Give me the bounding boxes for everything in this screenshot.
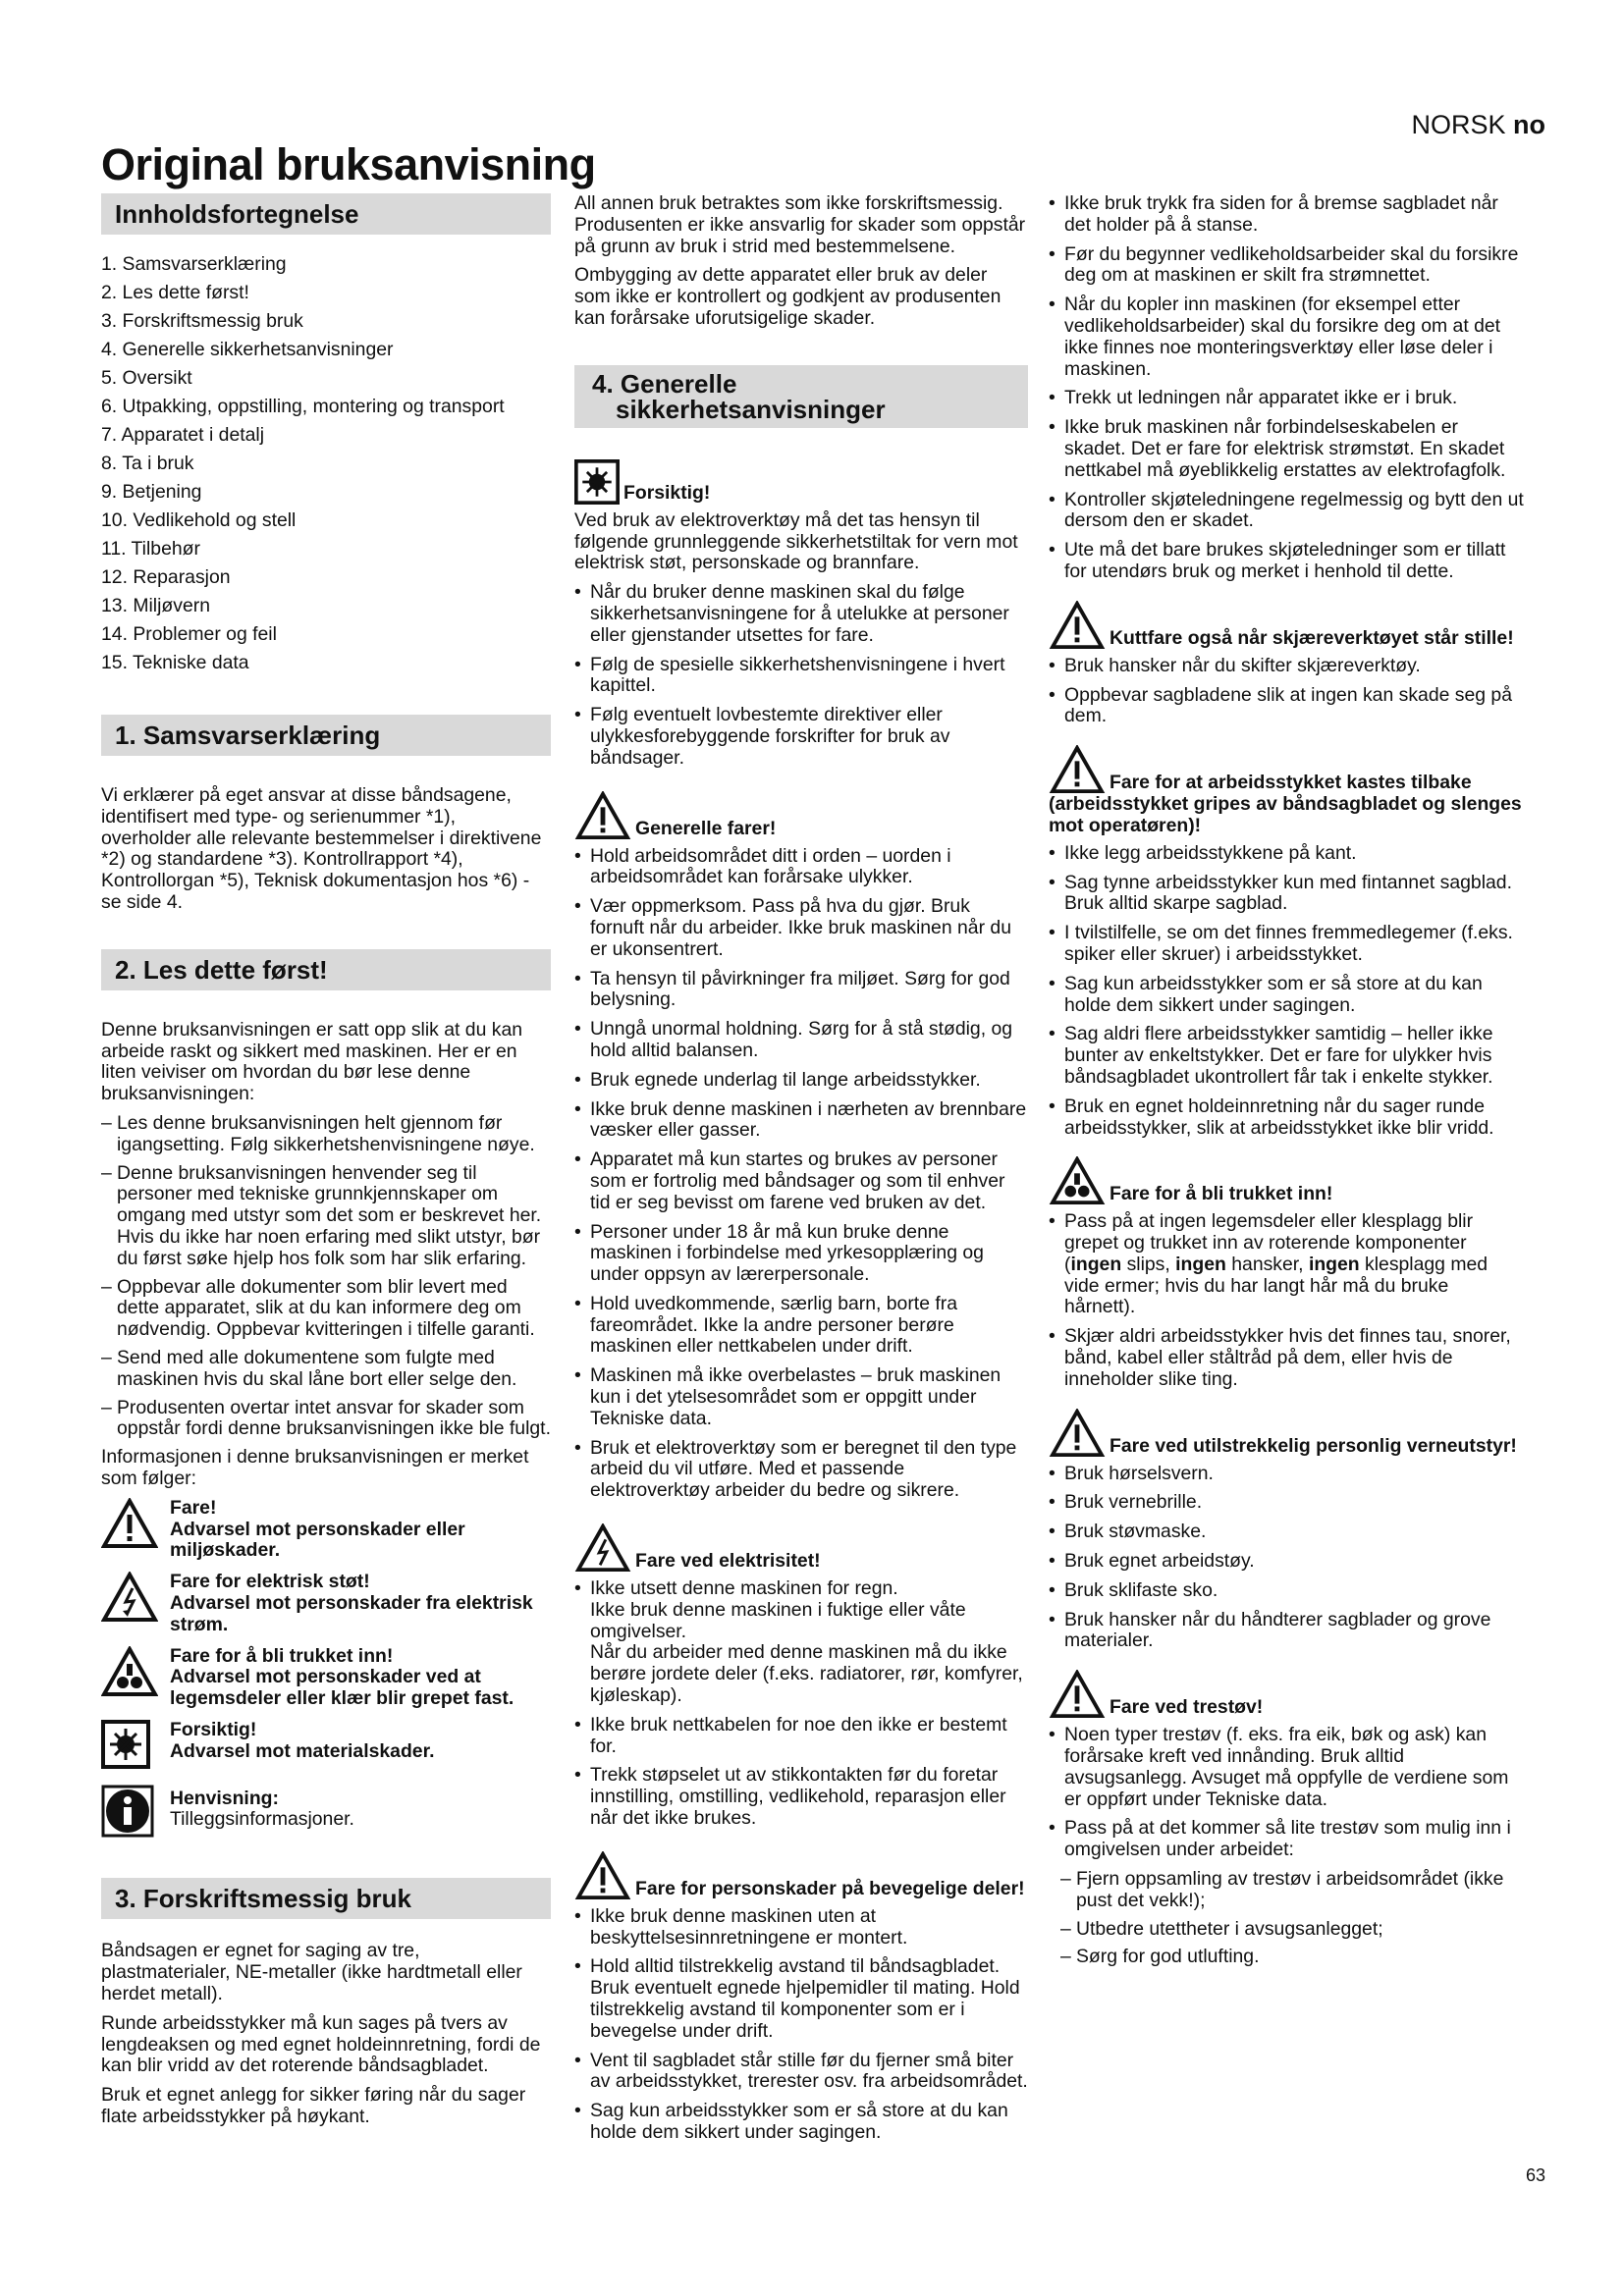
page-number: 63 — [1525, 2165, 1545, 2185]
list-item: • Når du bruker denne maskinen skal du følge sikkerhetsanvisningene for å utelukke at personer eller gjenstander utsettes for fare. — [574, 582, 1028, 646]
warning-icon — [574, 791, 631, 840]
caution-list — [574, 582, 1028, 769]
list-item: • Vent til sagbladet står stille før du fjerner små biter av arbeidsstykket, trerester osv. fra arbeidsområdet. — [574, 2051, 1028, 2094]
general-danger-heading: Generelle farer! — [574, 791, 1028, 840]
toc-item: 8. Ta i bruk — [101, 453, 194, 474]
list-item: • Bruk et elektroverktøy som er beregnet til den type arbeid du vil utføre. Med et passende elektroverktøy arbeider du bedre og sikrere. — [574, 1438, 1028, 1502]
list-item: • Bruk egnet arbeidstøy. — [1049, 1551, 1524, 1573]
list-item: • Hold alltid tilstrekkelig avstand til båndsagbladet. Bruk eventuelt egnede hjelpemidler til mating. Hold tilstrekkelig avstand til komponenter som er i bevegelse under drift. — [574, 1956, 1028, 2042]
warning-icon — [574, 1851, 631, 1900]
ppe-list — [1049, 1464, 1524, 1653]
list-item: • I tvilstilfelle, se om det finnes fremmedlegemer (f.eks. spiker eller skruer) i arbeidsstykket. — [1049, 923, 1524, 966]
legend-row: Fare for elektrisk støt! Advarsel mot personskader fra elektrisk strøm. — [101, 1572, 551, 1635]
toc-list — [101, 250, 551, 677]
legend-intro: Informasjonen i denne bruksanvisningen er merket som følger: — [101, 1446, 529, 1489]
toc-item: 9. Betjening — [101, 481, 202, 503]
list-item: • Maskinen må ikke overbelastes – bruk maskinen kun i det ytelsesområdet som er oppgitt under Tekniske data. — [574, 1365, 1028, 1429]
list-item: • Bruk vernebrille. — [1049, 1492, 1524, 1514]
s3-p2: Runde arbeidsstykker må kun sages på tvers av lengdeaksen og med egnet holdeinnretning, fordi de kan blir vridd av det roterende båndsagbladet. — [101, 2011, 541, 2077]
info-icon — [101, 1785, 170, 1843]
language-label: NORSK no — [1411, 110, 1545, 139]
list-item: • Oppbevar sagbladene slik at ingen kan skade seg på dem. — [1049, 685, 1524, 728]
list-item: • Apparatet må kun startes og brukes av personer som er fortrolig med båndsager og som til enhver tid er seg bevisst om farene ved bruken av det. — [574, 1149, 1028, 1213]
s1-text: Vi erklærer på eget ansvar at disse båndsagene, identifisert med type- og serienummer *1), overholder alle relevante bestemmelser i direktivene *2) og standardene *3). Kontrollrapport *4), Kontrollorgan *5), Teknisk dokumentasjon hos *6) - se side 4. — [101, 784, 542, 913]
list-item: • Noen typer trestøv (f. eks. fra eik, bøk og ask) kan forårsake kreft ved innånding. Bruk alltid avsugsanlegg. Avsuget må oppfylle de verdiene som er oppført under Tekniske data. — [1049, 1725, 1524, 1810]
toc-item: 3. Forskriftsmessig bruk — [101, 310, 303, 332]
kickback-heading: Fare for at arbeidsstykket kastes tilbake (arbeidsstykket gripes av båndsagbladet og slenges mot operatøren)! — [1049, 745, 1524, 837]
electric-list — [574, 1578, 1028, 1830]
list-item: • Sag kun arbeidsstykker som er så store at du kan holde dem sikkert under sagingen. — [1049, 974, 1524, 1017]
list-item: • Før du begynner vedlikeholdsarbeider skal du forsikre deg om at maskinen er skilt fra strømnettet. — [1049, 244, 1524, 288]
toc-item: 10. Vedlikehold og stell — [101, 509, 297, 531]
list-item: – Send med alle dokumentene som fulgte med maskinen hvis du skal låne bort eller selge den. — [101, 1348, 551, 1391]
list-item: – Produsenten overtar intet ansvar for skader som oppstår fordi denne bruksanvisningen ikke ble fulgt. — [101, 1398, 551, 1441]
list-item: • Skjær aldri arbeidsstykker hvis det finnes tau, snorer, bånd, kabel eller ståltråd på dem, eller hvis de inneholder slike ting. — [1049, 1326, 1524, 1390]
toc-item: 13. Miljøvern — [101, 595, 210, 616]
list-item: • Sag kun arbeidsstykker som er så store at du kan holde dem sikkert under sagingen. — [574, 2101, 1028, 2144]
warning-icon — [101, 1498, 170, 1555]
electric-icon — [574, 1523, 631, 1573]
list-item: • Sag aldri flere arbeidsstykker samtidig – heller ikke bunter av enkeltstykker. Det er fare for ulykker hvis båndsagbladet ukontrollert får tak i enkelte stykker. — [1049, 1024, 1524, 1088]
pull-in-list — [1049, 1211, 1524, 1390]
cut-list — [1049, 656, 1524, 727]
s2-intro: Denne bruksanvisningen er satt opp slik at du kan arbeide raskt og sikkert med maskinen. Her er en liten veiviser om hvordan du bør lese denne bruksanvisningen: — [101, 1018, 523, 1105]
dust-dash-list — [1049, 1869, 1524, 1968]
list-item: – Les denne bruksanvisningen helt gjennom før igangsetting. Følg sikkerhetshenvisningene nøye. — [101, 1113, 551, 1156]
toc-item: 2. Les dette først! — [101, 282, 249, 303]
list-item: • Pass på at ingen legemsdeler eller klesplagg blir grepet og trukket inn av roterende komponenter (ingen slips, ingen hansker, ingen klesplagg med vide ermer; hvis du har langt hår må du bruke hårnett). — [1049, 1211, 1524, 1318]
list-item: • Ikke bruk maskinen når forbindelseskabelen er skadet. Det er fare for elektrisk strømstøt. En skadet nettkabel må øyeblikkelig erstattes av elektrofagfolk. — [1049, 417, 1524, 481]
list-item: • Personer under 18 år må kun bruke denne maskinen i forbindelse med yrkesopplæring og under oppsyn av lærerpersonale. — [574, 1222, 1028, 1286]
caution-icon — [574, 459, 620, 505]
list-item: • Ikke bruk denne maskinen uten at beskyttelsesinnretningene er montert. — [574, 1906, 1028, 1949]
list-item: • Følg eventuelt lovbestemte direktiver eller ulykkesforebyggende forskrifter for bruk av båndsager. — [574, 705, 1028, 769]
list-item: • Trekk ut ledningen når apparatet ikke er i bruk. — [1049, 388, 1524, 409]
list-item: • Ikke bruk denne maskinen i nærheten av brennbare væsker eller gasser. — [574, 1099, 1028, 1143]
legend-row: Fare! Advarsel mot personskader eller miljøskader. — [101, 1498, 551, 1562]
list-item: • Ikke bruk nettkabelen for noe den ikke er bestemt for. — [574, 1715, 1028, 1758]
list-item: • Bruk en egnet holdeinnretning når du sager runde arbeidsstykker, slik at arbeidsstykket ikke blir vridd. — [1049, 1096, 1524, 1140]
section-1-heading: 1. Samsvarserklæring — [101, 715, 551, 756]
list-item: • Trekk støpselet ut av stikkontakten før du foretar innstilling, omstilling, vedlikehold, reparasjon eller når det ikke brukes. — [574, 1765, 1028, 1829]
caution-heading: Forsiktig! — [574, 459, 1028, 505]
list-item: – Fjern oppsamling av trestøv i arbeidsområdet (ikke pust det vekk!); — [1060, 1869, 1524, 1912]
warning-icon — [1049, 745, 1106, 794]
toc-item: 12. Reparasjon — [101, 566, 231, 588]
electric-danger-heading: Fare ved elektrisitet! — [574, 1523, 1028, 1573]
toc-item: 7. Apparatet i detalj — [101, 424, 265, 446]
section-2-heading: 2. Les dette først! — [101, 949, 551, 990]
warning-icon — [1049, 1409, 1106, 1458]
column-1 — [101, 193, 551, 2136]
toc-item: 1. Samsvarserklæring — [101, 253, 287, 275]
toc-item: 11. Tilbehør — [101, 538, 200, 560]
dust-list — [1049, 1725, 1524, 1861]
general-list — [574, 846, 1028, 1503]
toc-item: 4. Generelle sikkerhetsanvisninger — [101, 339, 394, 360]
list-item: • Bruk hansker når du skifter skjæreverktøy. — [1049, 656, 1524, 677]
list-item: • Ta hensyn til påvirkninger fra miljøet. Sørg for god belysning. — [574, 969, 1028, 1012]
s3-p1: Båndsagen er egnet for saging av tre, plastmaterialer, NE-metaller (ikke hardtmetall eller herdet metall). — [101, 1940, 522, 2005]
electric-icon — [101, 1572, 170, 1629]
toc-item: 6. Utpakking, oppstilling, montering og transport — [101, 396, 505, 417]
list-item: • Sag tynne arbeidsstykker kun med fintannet sagblad. Bruk alltid skarpe sagblad. — [1049, 873, 1524, 916]
legend-row: Henvisning: Tilleggsinformasjoner. — [101, 1785, 551, 1843]
page-title: Original bruksanvisning — [101, 139, 596, 189]
moving-parts-heading: Fare for personskader på bevegelige deler! — [574, 1851, 1028, 1900]
list-item: • Bruk hørselsvern. — [1049, 1464, 1524, 1485]
list-item: • Ikke bruk trykk fra siden for å bremse sagbladet når det holder på å stanse. — [1049, 193, 1524, 237]
list-item: • Hold arbeidsområdet ditt i orden – uorden i arbeidsområdet kan forårsake ulykker. — [574, 846, 1028, 889]
list-item: • Bruk egnede underlag til lange arbeidsstykker. — [574, 1070, 1028, 1092]
moving-list — [574, 1906, 1028, 2144]
list-item: • Ikke legg arbeidsstykkene på kant. — [1049, 843, 1524, 865]
legend-row: Forsiktig! Advarsel mot materialskader. — [101, 1720, 551, 1775]
list-item: • Kontroller skjøteledningene regelmessig og bytt den ut dersom den er skadet. — [1049, 490, 1524, 533]
cut-danger-heading: Kuttfare også når skjæreverktøyet står stille! — [1049, 601, 1524, 650]
entanglement-icon — [1049, 1156, 1106, 1205]
toc-item: 5. Oversikt — [101, 367, 192, 389]
list-item: • Bruk sklifaste sko. — [1049, 1580, 1524, 1602]
wood-dust-heading: Fare ved trestøv! — [1049, 1670, 1524, 1719]
s3-p3: Bruk et egnet anlegg for sikker føring når du sager flate arbeidsstykker på høykant. — [101, 2084, 526, 2128]
warning-icon — [1049, 1670, 1106, 1719]
list-item: • Unngå unormal holdning. Sørg for å stå stødig, og hold alltid balansen. — [574, 1019, 1028, 1062]
pull-in-heading: Fare for å bli trukket inn! — [1049, 1156, 1524, 1205]
kickback-list — [1049, 843, 1524, 1140]
list-item: – Utbedre utettheter i avsugsanlegget; — [1060, 1919, 1524, 1941]
caution-icon — [101, 1720, 170, 1775]
column-3 — [1049, 193, 1524, 1975]
caution-text: Ved bruk av elektroverktøy må det tas hensyn til følgende grunnleggende sikkerhetstiltak for vern mot elektrisk støt, personskade og brannfare. — [574, 508, 1018, 574]
toc-item: 15. Tekniske data — [101, 652, 249, 673]
warning-icon — [1049, 601, 1106, 650]
ppe-heading: Fare ved utilstrekkelig personlig verneutstyr! — [1049, 1409, 1524, 1458]
list-item: • Vær oppmerksom. Pass på hva du gjør. Bruk fornuft når du arbeider. Ikke bruk maskinen når du er ukonsentrert. — [574, 896, 1028, 960]
section-3-heading: 3. Forskriftsmessig bruk — [101, 1878, 551, 1919]
s2-dash-list — [101, 1113, 551, 1440]
s3-p5: Ombygging av dette apparatet eller bruk av deler som ikke er kontrollert og godkjent av produsenten kan forårsake uforutsigelige skader. — [574, 264, 1001, 329]
list-item: • Pass på at det kommer så lite trestøv som mulig inn i omgivelsen under arbeidet: — [1049, 1818, 1524, 1861]
column-2 — [574, 193, 1028, 2152]
list-item: – Sørg for god utlufting. — [1060, 1947, 1524, 1968]
list-item: – Oppbevar alle dokumenter som blir levert med dette apparatet, slik at du kan informere deg om nødvendig. Oppbevar kvitteringen i tilfelle garanti. — [101, 1277, 551, 1341]
list-item: • Bruk hansker når du håndterer sagblader og grove materialer. — [1049, 1610, 1524, 1653]
continued-list — [1049, 193, 1524, 583]
s3-p4: All annen bruk betraktes som ikke forskriftsmessig. Produsenten er ikke ansvarlig for skader som oppstår på grunn av bruk i strid med bestemmelsene. — [574, 192, 1026, 257]
list-item: – Denne bruksanvisningen henvender seg til personer med tekniske grunnkjennskaper om omgang med utstyr som det som er beskrevet her. Hvis du ikke har noen erfaring med slikt utstyr, bør du først søke hjelp hos folk som har slik erfaring. — [101, 1163, 551, 1270]
list-item: • Ikke utsett denne maskinen for regn. Ikke bruk denne maskinen i fuktige eller våte omgivelser. Når du arbeider med denne maskinen må du ikke berøre jordete deler (f.eks. radiatorer, rør, komfyrer, kjøleskap). — [574, 1578, 1028, 1707]
legend-row: Fare for å bli trukket inn! Advarsel mot personskader ved at legemsdeler eller klær blir grepet fast. — [101, 1646, 551, 1710]
entanglement-icon — [101, 1646, 170, 1703]
list-item: • Følg de spesielle sikkerhetshenvisningene i hvert kapittel. — [574, 655, 1028, 698]
list-item: • Ute må det bare brukes skjøteledninger som er tillatt for utendørs bruk og merket i henhold til dette. — [1049, 540, 1524, 583]
list-item: • Når du kopler inn maskinen (for eksempel etter vedlikeholdsarbeider) skal du forsikre deg om at det ikke finnes noe monteringsverktøy eller løse deler i maskinen. — [1049, 294, 1524, 380]
list-item: • Bruk støvmaske. — [1049, 1522, 1524, 1543]
toc-heading: Innholdsfortegnelse — [101, 193, 551, 235]
section-4-heading: 4. Generelle sikkerhetsanvisninger — [574, 365, 1028, 428]
list-item: • Hold uvedkommende, særlig barn, borte fra fareområdet. Ikke la andre personer berøre maskinen eller nettkabelen under drift. — [574, 1294, 1028, 1358]
toc-item: 14. Problemer og feil — [101, 623, 277, 645]
